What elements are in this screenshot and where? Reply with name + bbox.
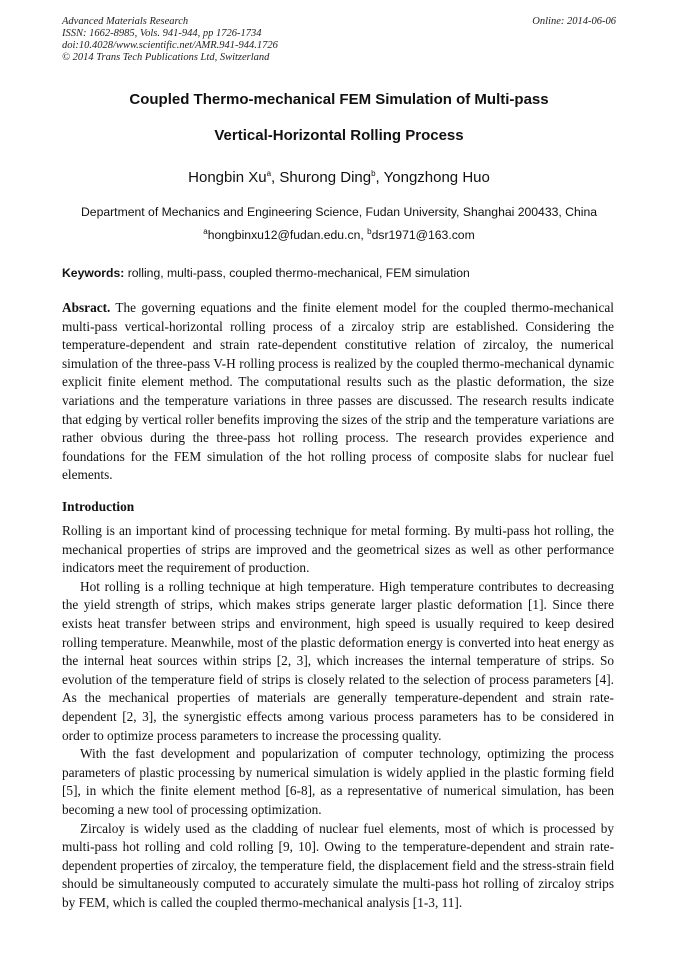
abstract-label: Absract.: [62, 300, 111, 315]
abstract-text: The governing equations and the finite element model for the coupled thermo-mechanical multi-pass vertical-horizontal rolling process of a zircaloy strip are established. Considering the temperature-dependent and strain rate-dependent constitutive relation of zircaloy, the numerical simulation of the three-pass V-H rolling process is realized by the coupled thermo-mechanical dynamic explicit finite element method. The computational results such as the plastic deformation, the size variations and the temperature variations in three passes are discussed. The research results indicate that edging by vertical roller benefits improving the sizes of the strip and the temperature variations are rather obvious during the three-pass hot rolling process. The research provides experience and foundations for the FEM simulation of the hot rolling process of composite slabs for nuclear fuel elements.: [62, 300, 614, 483]
issn-line: ISSN: 1662-8985, Vols. 941-944, pp 1726-1734: [62, 28, 262, 39]
section-heading-introduction: Introduction: [62, 499, 135, 514]
abstract: [62, 299, 614, 485]
author-name: Yongzhong Huo: [383, 169, 490, 186]
journal-name: Advanced Materials Research: [62, 16, 189, 27]
author-email: dsr1971@163.com: [371, 228, 475, 242]
paragraph: With the fast development and popularization of computer technology, optimizing the process parameters of plastic processing by numerical simulation is widely applied in the plastic forming field [5], in which the finite element method [6-8], as a representative of numerical simulation, has been becoming a new tool of processing optimization.: [62, 746, 614, 817]
journal-header: [62, 16, 278, 64]
keywords-line: [62, 266, 470, 280]
email-affil-mark: b: [367, 226, 372, 236]
author-affil-mark: a: [266, 169, 272, 178]
author-emails: $^a$hongbinxu12@fudan.edu.cn, $^b$dsr1971@163.com: [203, 226, 475, 242]
paper-title-line-2: Vertical-Horizontal Rolling Process: [214, 127, 464, 144]
author-affil-mark: b: [371, 169, 376, 178]
paragraph: Rolling is an important kind of processing technique for metal forming. By multi-pass hot rolling, the mechanical properties of strips are improved and the geometrical sizes as well as other performance indicators meet the requirement of production.: [62, 523, 614, 576]
introduction-body: [62, 522, 614, 912]
paper-title-line-1: Coupled Thermo-mechanical FEM Simulation of Multi-pass: [129, 91, 549, 108]
paragraph: Zircaloy is widely used as the cladding of nuclear fuel elements, most of which is processed by multi-pass hot rolling and cold rolling [9, 10]. Owing to the temperature-dependent and strain rate-dependent properties of zircaloy, the temperature field, the displacement field and the stress-strain field should be simultaneously computed to accurately simulate the multi-pass hot rolling of zircaloy strips by FEM, which is called the coupled thermo-mechanical analysis [1-3, 11].: [62, 820, 614, 910]
author-list: Hongbin Xu$^a$, Shurong Ding$^b$, Yongzhong Huo: [188, 169, 490, 186]
email-affil-mark: a: [203, 226, 208, 236]
affiliation: Department of Mechanics and Engineering Science, Fudan University, Shanghai 200433, China: [80, 205, 598, 219]
paragraph: Hot rolling is a rolling technique at high temperature. High temperature contributes to decreasing the yield strength of strips, which makes strips generate larger plastic deformation [1]. Since there exists heat transfer between strips and environment, high speed is usually required to keep desired rolling temperature. Meanwhile, most of the plastic deformation energy is converted into heat energy as the internal heat sources within strips [2, 3], which increases the internal temperature of strips. So evolution of the temperature field of strips is closely related to the selection of process parameters [4]. As the mechanical properties of materials are generally temperature-dependent and strain rate-dependent [2, 3], the synergistic effects among various process parameters has to be considered in order to optimize process parameters to increase the processing quality.: [62, 578, 614, 743]
online-date: Online: 2014-06-06: [532, 16, 616, 27]
keywords-text: rolling, multi-pass, coupled thermo-mechanical, FEM simulation: [127, 266, 470, 280]
doi-line: doi:10.4028/www.scientific.net/AMR.941-944.1726: [62, 40, 278, 51]
author-email: hongbinxu12@fudan.edu.cn: [207, 228, 361, 242]
author-name: Hongbin Xu: [188, 169, 267, 186]
keywords-label: Keywords:: [62, 266, 125, 280]
copyright-line: © 2014 Trans Tech Publications Ltd, Switzerland: [62, 52, 270, 63]
author-name: Shurong Ding: [279, 169, 372, 186]
